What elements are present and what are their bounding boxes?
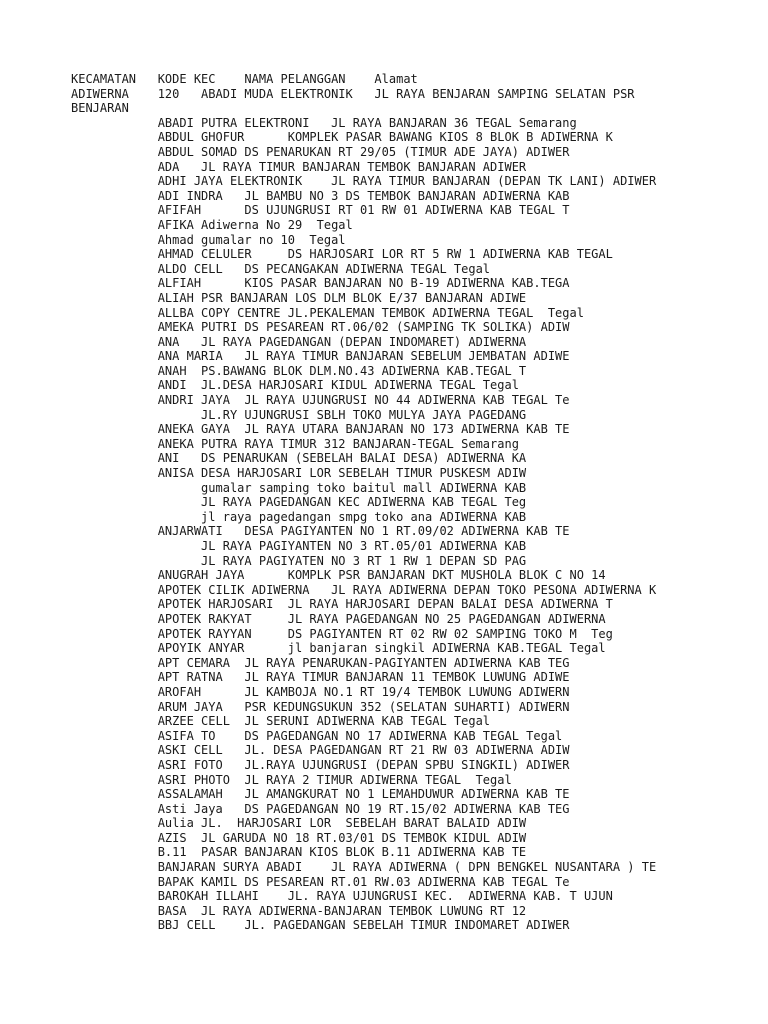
document-line: ALIAH PSR BANJARAN LOS DLM BLOK E/37 BANJARAN ADIWE xyxy=(71,290,527,305)
document-line: ANUGRAH JAYA KOMPLK PSR BANJARAN DKT MUSHOLA BLOK C NO 14 xyxy=(71,568,606,583)
document-line: ABDUL SOMAD DS PENARUKAN RT 29/05 (TIMUR ADE JAYA) ADIWER xyxy=(71,144,570,159)
document-line: JL.RY UJUNGRUSI SBLH TOKO MULYA JAYA PAGEDANG xyxy=(71,407,527,422)
document-line: ALLBA COPY CENTRE JL.PEKALEMAN TEMBOK ADIWERNA TEGAL Tegal xyxy=(71,305,584,320)
document-line: ANDRI JAYA JL RAYA UJUNGRUSI NO 44 ADIWERNA KAB TEGAL Te xyxy=(71,393,570,408)
document-line: AFIFAH DS UJUNGRUSI RT 01 RW 01 ADIWERNA KAB TEGAL T xyxy=(71,203,570,218)
document-line: AHMAD CELULER DS HARJOSARI LOR RT 5 RW 1 ADIWERNA KAB TEGAL xyxy=(71,247,613,262)
document-line: ANA MARIA JL RAYA TIMUR BANJARAN SEBELUM JEMBATAN ADIWE xyxy=(71,349,570,364)
document-line: B.11 PASAR BANJARAN KIOS BLOK B.11 ADIWERNA KAB TE xyxy=(71,845,527,860)
document-line: JL RAYA PAGIYANTEN NO 3 RT.05/01 ADIWERNA KAB xyxy=(71,539,527,553)
document-line: BANJARAN SURYA ABADI JL RAYA ADIWERNA ( DPN BENGKEL NUSANTARA ) TE xyxy=(71,860,657,875)
document-line: ANISA DESA HARJOSARI LOR SEBELAH TIMUR PUSKESM ADIW xyxy=(71,466,527,481)
document-line: KECAMATAN KODE KEC NAMA PELANGGAN Alamat xyxy=(71,72,418,86)
document-line: jl raya pagedangan smpg toko ana ADIWERNA KAB xyxy=(71,509,527,524)
document-line: ABADI PUTRA ELEKTRONI JL RAYA BANJARAN 36 TEGAL Semarang xyxy=(71,115,577,130)
document-line: APOYIK ANYAR jl banjaran singkil ADIWERNA KAB.TEGAL Tegal xyxy=(71,641,606,656)
document-line: Aulia JL. HARJOSARI LOR SEBELAH BARAT BALAID ADIW xyxy=(71,816,527,831)
document-line: APOTEK HARJOSARI JL RAYA HARJOSARI DEPAN BALAI DESA ADIWERNA T xyxy=(71,597,613,612)
document-line: BAPAK KAMIL DS PESAREAN RT.01 RW.03 ADIWERNA KAB TEGAL Te xyxy=(71,874,570,889)
document-line: APT CEMARA JL RAYA PENARUKAN-PAGIYANTEN ADIWERNA KAB TEG xyxy=(71,655,570,670)
document-line: ASKI CELL JL. DESA PAGEDANGAN RT 21 RW 03 ADIWERNA ADIW xyxy=(71,743,570,758)
document-line: BASA JL RAYA ADIWERNA-BANJARAN TEMBOK LUWUNG RT 12 xyxy=(71,903,527,918)
document-line: APOTEK RAKYAT JL RAYA PAGEDANGAN NO 25 PAGEDANGAN ADIWERNA xyxy=(71,611,606,626)
document-line: Asti Jaya DS PAGEDANGAN NO 19 RT.15/02 ADIWERNA KAB TEG xyxy=(71,801,570,816)
document-line: ALDO CELL DS PECANGAKAN ADIWERNA TEGAL Tegal xyxy=(71,261,491,276)
document-line: Ahmad gumalar no 10 Tegal xyxy=(71,232,346,247)
document-line: ASRI PHOTO JL RAYA 2 TIMUR ADIWERNA TEGAL Tegal xyxy=(71,772,512,787)
document-line: ANA JL RAYA PAGEDANGAN (DEPAN INDOMARET) ADIWERNA xyxy=(71,334,527,349)
document-line: ADHI JAYA ELEKTRONIK JL RAYA TIMUR BANJARAN (DEPAN TK LANI) ADIWER xyxy=(71,174,657,189)
document-line: ASRI FOTO JL.RAYA UJUNGRUSI (DEPAN SPBU SINGKIL) ADIWER xyxy=(71,757,570,772)
document-line: ANEKA PUTRA RAYA TIMUR 312 BANJARAN-TEGAL Semarang xyxy=(71,436,519,451)
document-line: AMEKA PUTRI DS PESAREAN RT.06/02 (SAMPING TK SOLIKA) ADIW xyxy=(71,320,570,335)
document-line: BAROKAH ILLAHI JL. RAYA UJUNGRUSI KEC. ADIWERNA KAB. T UJUN xyxy=(71,889,613,904)
document-line: ANDI JL.DESA HARJOSARI KIDUL ADIWERNA TEGAL Tegal xyxy=(71,378,519,393)
document-line: ADA JL RAYA TIMUR BANJARAN TEMBOK BANJARAN ADIWER xyxy=(71,159,527,174)
document-line: ANI DS PENARUKAN (SEBELAH BALAI DESA) ADIWERNA KA xyxy=(71,451,527,466)
document-line: ARZEE CELL JL SERUNI ADIWERNA KAB TEGAL Tegal xyxy=(71,714,491,729)
document-line: JL RAYA PAGIYATEN NO 3 RT 1 RW 1 DEPAN SD PAG xyxy=(71,553,527,568)
document-line: ASSALAMAH JL AMANGKURAT NO 1 LEMAHDUWUR ADIWERNA KAB TE xyxy=(71,787,570,802)
document-line: gumalar samping toko baitul mall ADIWERNA KAB xyxy=(71,480,527,495)
document-line: ANAH PS.BAWANG BLOK DLM.NO.43 ADIWERNA KAB.TEGAL T xyxy=(71,363,527,378)
document-line: ADIWERNA 120 ABADI MUDA ELEKTRONIK JL RAYA BENJARAN SAMPING SELATAN PSR xyxy=(71,86,635,101)
document-line: BENJARAN xyxy=(71,101,129,116)
document-line: JL RAYA PAGEDANGAN KEC ADIWERNA KAB TEGAL Teg xyxy=(71,495,527,510)
document-line: BBJ CELL JL. PAGEDANGAN SEBELAH TIMUR INDOMARET ADIWER xyxy=(71,918,570,933)
document-text xyxy=(71,72,761,933)
document-line: ABDUL GHOFUR KOMPLEK PASAR BAWANG KIOS 8 BLOK B ADIWERNA K xyxy=(71,130,613,145)
document-line: ANEKA GAYA JL RAYA UTARA BANJARAN NO 173 ADIWERNA KAB TE xyxy=(71,422,570,437)
document-line: ANJARWATI DESA PAGIYANTEN NO 1 RT.09/02 ADIWERNA KAB TE xyxy=(71,524,570,539)
document-line: APOTEK CILIK ADIWERNA JL RAYA ADIWERNA DEPAN TOKO PESONA ADIWERNA K xyxy=(71,582,657,597)
document-line: AROFAH JL KAMBOJA NO.1 RT 19/4 TEMBOK LUWUNG ADIWERN xyxy=(71,684,570,699)
document-line: APOTEK RAYYAN DS PAGIYANTEN RT 02 RW 02 SAMPING TOKO M Teg xyxy=(71,626,613,641)
document-line: AZIS JL GARUDA NO 18 RT.03/01 DS TEMBOK KIDUL ADIW xyxy=(71,830,527,845)
document-line: ALFIAH KIOS PASAR BANJARAN NO B-19 ADIWERNA KAB.TEGA xyxy=(71,276,570,291)
document-line: AFIKA Adiwerna No 29 Tegal xyxy=(71,217,353,232)
document-line: APT RATNA JL RAYA TIMUR BANJARAN 11 TEMBOK LUWUNG ADIWE xyxy=(71,670,570,685)
document-line: ASIFA TO DS PAGEDANGAN NO 17 ADIWERNA KAB TEGAL Tegal xyxy=(71,728,563,743)
document-line: ADI INDRA JL BAMBU NO 3 DS TEMBOK BANJARAN ADIWERNA KAB xyxy=(71,188,570,203)
document-line: ARUM JAYA PSR KEDUNGSUKUN 352 (SELATAN SUHARTI) ADIWERN xyxy=(71,699,570,714)
